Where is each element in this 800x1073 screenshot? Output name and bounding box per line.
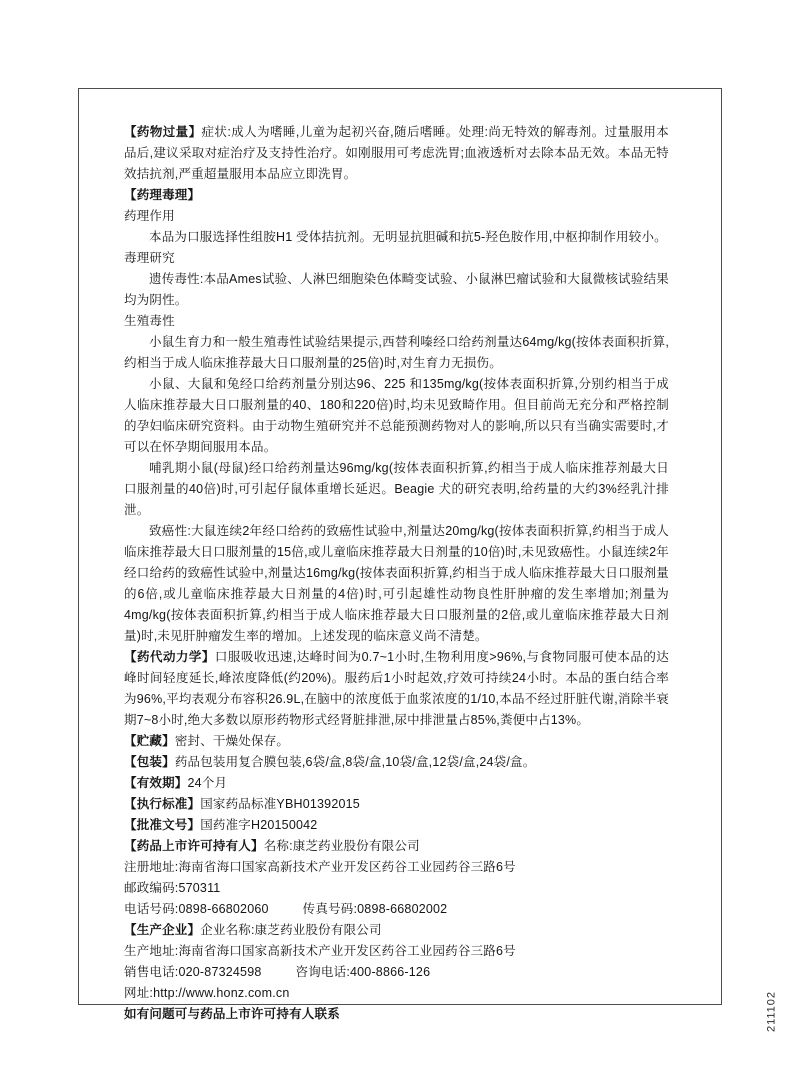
pharmacokinetics-section: 【药代动力学】口服吸收迅速,达峰时间为0.7~1小时,生物利用度>96%,与食物同服可使本品的达峰时间轻度延长,峰浓度降低(约20%)。服药后1小时起效,疗效可持续24小时。本品的蛋白结合率为96%,平均表观分布容积26.9L,在脑中的浓度低于血浆浓度的1/10,本品不经过肝脏代谢,消除半衰期7~8小时,绝大多数以原形药物形式经肾脏排泄,尿中排泄量占85%,粪便中占13%。 xyxy=(124,650,669,727)
website-line: 网址:http://www.honz.com.cn xyxy=(124,986,290,1000)
section-label: 【包装】 xyxy=(124,755,175,769)
validity-section: 【有效期】24个月 xyxy=(124,776,228,790)
section-label: 【执行标准】 xyxy=(124,797,201,811)
registered-address-line: 注册地址:海南省海口国家高新技术产业开发区药谷工业园药谷三路6号 xyxy=(124,860,516,874)
contact-notice-line: 如有问题可与药品上市许可持有人联系 xyxy=(124,1007,340,1021)
section-label: 【生产企业】 xyxy=(124,923,201,937)
sales-consult-phone-line: 销售电话:020-87324598 咨询电话:400-8866-126 xyxy=(124,965,431,979)
vertical-print-code: 211102 xyxy=(765,990,778,1033)
section-label: 【药理毒理】 xyxy=(124,188,201,202)
packaging-section: 【包装】药品包装用复合膜包装,6袋/盒,8袋/盒,10袋/盒,12袋/盒,24袋/盒。 xyxy=(124,755,536,769)
standard-section: 【执行标准】国家药品标准YBH01392015 xyxy=(124,797,360,811)
pharmacology-subheading: 药理作用 xyxy=(124,209,175,223)
section-label: 【批准文号】 xyxy=(124,818,201,832)
section-label: 【贮藏】 xyxy=(124,734,175,748)
pharmacology-paragraph: 本品为口服选择性组胺H1 受体拮抗剂。无明显抗胆碱和抗5-羟色胺作用,中枢抑制作用较小。 xyxy=(149,230,667,244)
production-address-line: 生产地址:海南省海口国家高新技术产业开发区药谷工业园药谷三路6号 xyxy=(124,944,516,958)
overdose-section: 【药物过量】症状:成人为嗜睡,儿童为起初兴奋,随后嗜睡。处理:尚无特效的解毒剂。过量服用本品后,建议采取对症治疗及支持性治疗。如刚服用可考虑洗胃;血液透析对去除本品无效。本品无特效拮抗剂,严重超量服用本品应立即洗胃。 xyxy=(124,125,669,181)
license-holder-section: 【药品上市许可持有人】名称:康芝药业股份有限公司 xyxy=(124,839,420,853)
fertility-paragraph: 小鼠生育力和一般生殖毒性试验结果提示,西替利嗪经口给药剂量达64mg/kg(按体表面积折算,约相当于成人临床推荐最大日口服剂量的25倍)时,对生育力无损伤。 xyxy=(124,335,669,370)
section-label: 【药物过量】 xyxy=(124,125,202,139)
carcinogenicity-paragraph: 致癌性:大鼠连续2年经口给药的致癌性试验中,剂量达20mg/kg(按体表面积折算,约相当于成人临床推荐最大日口服剂量的15倍,或儿童临床推荐最大日剂量的10倍)时,未见致癌性。小鼠连续2年经口给药的致癌性试验中,剂量达16mg/kg(按体表面积折算,约相当于成人临床推荐最大日口服剂量的6倍,或儿童临床推荐最大日剂量的4倍)时,可引起雄性动物良性肝肿瘤的发生率增加;剂量为4mg/kg(按体表面积折算,约相当于成人临床推荐最大日口服剂量的2倍,或儿童临床推荐最大日剂量)时,未见肝肿瘤发生率的增加。上述发现的临床意义尚不清楚。 xyxy=(124,524,669,643)
genotoxicity-paragraph: 遗传毒性:本品Ames试验、人淋巴细胞染色体畸变试验、小鼠淋巴瘤试验和大鼠微核试验结果均为阴性。 xyxy=(124,272,669,307)
phone-fax-line: 电话号码:0898-66802060 传真号码:0898-66802002 xyxy=(124,902,448,916)
teratogenicity-paragraph: 小鼠、大鼠和兔经口给药剂量分别达96、225 和135mg/kg(按体表面积折算,分别约相当于成人临床推荐最大日口服剂量的40、180和220倍)时,均未见致畸作用。但目前尚无充分和严格控制的孕妇临床研究资料。由于动物生殖研究并不总能预测药物对人的影响,所以只有当确实需要时,才可以在怀孕期间服用本品。 xyxy=(124,377,669,454)
storage-section: 【贮藏】密封、干燥处保存。 xyxy=(124,734,290,748)
manufacturer-section: 【生产企业】企业名称:康芝药业股份有限公司 xyxy=(124,923,382,937)
lactation-paragraph: 哺乳期小鼠(母鼠)经口给药剂量达96mg/kg(按体表面积折算,约相当于成人临床推荐剂最大日口服剂量的40倍)时,可引起仔鼠体重增长延迟。Beagie 犬的研究表明,给药量的大约3%经乳汁排泄。 xyxy=(124,461,669,517)
approval-number-section: 【批准文号】国药准字H20150042 xyxy=(124,818,318,832)
section-label: 【有效期】 xyxy=(124,776,188,790)
leaflet-document-body xyxy=(124,122,669,1025)
leaflet-page-border xyxy=(78,88,778,1033)
section-label: 【药品上市许可持有人】 xyxy=(124,839,264,853)
pharmacology-toxicology-heading xyxy=(124,185,669,206)
section-label: 【药代动力学】 xyxy=(124,650,215,664)
toxicology-subheading: 毒理研究 xyxy=(124,251,175,265)
postcode-line: 邮政编码:570311 xyxy=(124,881,221,895)
reproductive-toxicity-subheading: 生殖毒性 xyxy=(124,314,175,328)
